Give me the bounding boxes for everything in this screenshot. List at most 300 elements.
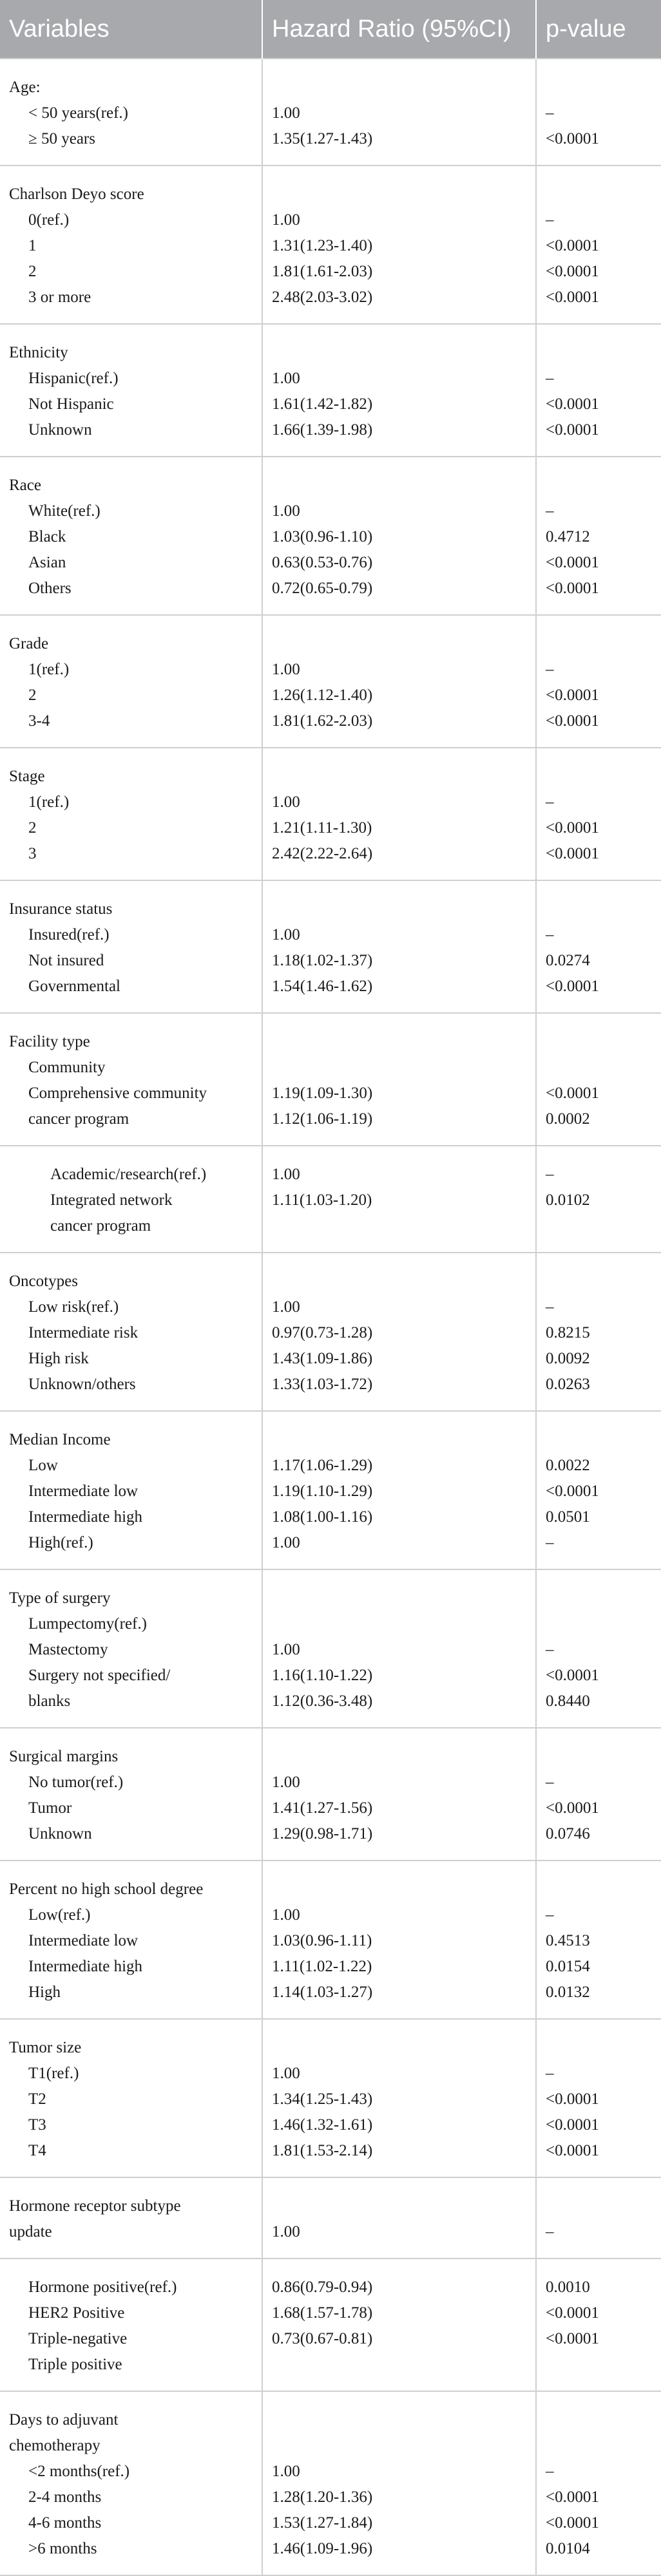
hazard-ratio-value: 1.00 [272,793,300,811]
variable-level: Others [28,580,72,597]
variable-title: Race [9,477,41,494]
table-row [0,166,661,324]
hazard-ratio-cell [262,615,536,748]
hazard-ratio-value [272,1269,535,1294]
hazard-ratio-value: 1.00 [272,1166,300,1183]
hazard-ratio-value: 0.63(0.53-0.76) [272,554,373,571]
hazard-ratio-value: 1.00 [272,661,300,678]
variable-level: 1 [28,237,37,254]
hazard-ratio-cell [262,1861,536,2019]
variable-cell [0,1253,262,1411]
p-value-cell [536,2391,661,2575]
variable-level: Not Hispanic [28,395,114,413]
hazard-ratio-value: 1.68(1.57-1.78) [272,2304,373,2322]
variable-cell [0,324,262,457]
variable-level: 1(ref.) [28,661,70,678]
hazard-ratio-cell [262,1253,536,1411]
p-value: <0.0001 [546,580,599,597]
variable-title: Percent no high school degree [9,1880,204,1898]
p-value: – [546,502,554,520]
p-value: <0.0001 [546,421,599,439]
p-value [546,896,661,922]
p-value: <0.0001 [546,819,599,837]
hazard-ratio-value: 1.14(1.03-1.27) [272,1984,373,2001]
hazard-ratio-cell [262,2391,536,2575]
p-value: <0.0001 [546,289,599,306]
variable-level: cancer program [28,1110,129,1128]
variable-cell [0,457,262,615]
variable-level: 2 [28,263,37,280]
table-row [0,1569,661,1728]
variable-level: Intermediate high [28,1508,143,1526]
p-value: – [546,926,554,943]
hazard-ratio-cell [262,1569,536,1728]
table-row [0,2177,661,2259]
p-value [546,182,661,207]
p-value: 0.0010 [546,2278,590,2296]
variable-level: Mastectomy [28,1641,108,1658]
variable-cell [0,59,262,166]
p-value [546,75,661,100]
hazard-ratio-value: 1.08(1.00-1.16) [272,1508,373,1526]
hazard-ratio-value: 1.81(1.53-2.14) [272,2142,373,2159]
variable-level: Low [28,1457,58,1474]
p-value: 0.4513 [546,1932,590,1949]
variable-level: Triple-negative [28,2330,128,2347]
table-row [0,59,661,166]
table-row [0,1861,661,2019]
hazard-ratio-value [272,1029,535,1055]
p-value: 0.0132 [546,1984,590,2001]
hazard-ratio-value [272,764,535,790]
hazard-ratio-value: 1.33(1.03-1.72) [272,1376,373,1393]
variable-cell [0,1146,262,1253]
variable-level: High risk [28,1350,89,1367]
p-value: 0.0104 [546,2540,590,2557]
variable-level: High [28,1984,61,2001]
p-value-cell [536,324,661,457]
p-value: <0.0001 [546,1084,599,1102]
variable-cell [0,2391,262,2575]
p-value: <0.0001 [546,978,599,995]
table-row [0,880,661,1013]
hazard-ratio-value: 1.34(1.25-1.43) [272,2090,373,2108]
variable-level: Black [28,528,66,545]
variable-title: Days to adjuvant [9,2411,119,2429]
variable-cell [0,1013,262,1146]
table-row [0,324,661,457]
variable-level: Intermediate low [28,1932,139,1949]
hazard-ratio-value: 1.00 [272,211,300,229]
p-value [546,2407,661,2433]
hazard-ratio-value: 1.81(1.61-2.03) [272,263,373,280]
hazard-ratio-value: 1.66(1.39-1.98) [272,421,373,439]
p-value-cell [536,1861,661,2019]
p-value-cell [536,748,661,880]
hazard-ratio-value: 1.46(1.09-1.96) [272,2540,373,2557]
variable-title: chemotherapy [9,2437,101,2454]
hazard-ratio-value: 0.72(0.65-0.79) [272,580,373,597]
hazard-ratio-value: 1.29(0.98-1.71) [272,1825,373,1842]
hazard-ratio-value: 1.11(1.03-1.20) [272,1191,372,1209]
p-value-cell [536,457,661,615]
variable-title: Median Income [9,1431,111,1448]
variable-level: 2 [28,819,37,837]
p-value [546,1611,661,1637]
header-variables: Variables [0,0,262,59]
variable-level: Comprehensive community [28,1084,207,1102]
variable-level: T4 [28,2142,46,2159]
hazard-ratio-value: 1.00 [272,2065,300,2082]
hazard-ratio-value: 1.43(1.09-1.86) [272,1350,373,1367]
hazard-ratio-value [272,2035,535,2061]
variable-level: Low(ref.) [28,1906,91,1924]
variable-cell [0,2019,262,2177]
variable-level: Intermediate high [28,1958,143,1975]
variable-level: 1(ref.) [28,793,70,811]
hazard-ratio-value: 1.35(1.27-1.43) [272,130,373,147]
hazard-ratio-value: 1.18(1.02-1.37) [272,952,373,969]
variable-level: 4-6 months [28,2514,102,2532]
variable-level: Academic/research(ref.) [50,1166,207,1183]
variable-level: No tumor(ref.) [28,1774,124,1791]
variable-level: < 50 years(ref.) [28,104,128,122]
table-row [0,748,661,880]
p-value-cell [536,1569,661,1728]
hazard-ratio-value [272,2433,535,2459]
hazard-ratio-value [272,1744,535,1770]
hazard-ratio-value: 0.97(0.73-1.28) [272,1324,373,1341]
p-value: <0.0001 [546,2514,599,2532]
variable-cell [0,2177,262,2259]
hazard-ratio-value: 1.03(0.96-1.10) [272,528,373,545]
p-value: 0.4712 [546,528,590,545]
variable-level: Hormone positive(ref.) [28,2278,177,2296]
variable-level: Lumpectomy(ref.) [28,1615,147,1633]
table-row [0,1146,661,1253]
hazard-ratio-value [272,1586,535,1611]
hazard-ratio-value: 1.00 [272,1906,300,1924]
variable-level: cancer program [50,1217,151,1235]
p-value: <0.0001 [546,1667,599,1684]
p-value: <0.0001 [546,554,599,571]
hazard-ratio-cell [262,2259,536,2391]
p-value: 0.0746 [546,1825,590,1842]
hazard-ratio-value: 1.19(1.10-1.29) [272,1482,373,1500]
hazard-ratio-value: 1.03(0.96-1.11) [272,1932,372,1949]
p-value [546,1586,661,1611]
hazard-ratio-value: 1.21(1.11-1.30) [272,819,372,837]
p-value-cell [536,2177,661,2259]
p-value-cell [536,1411,661,1569]
hazard-ratio-value: 1.61(1.42-1.82) [272,395,373,413]
variable-level: T1(ref.) [28,2065,79,2082]
variable-title: Grade [9,635,49,652]
variable-level: 0(ref.) [28,211,70,229]
p-value: 0.0274 [546,952,590,969]
variable-cell [0,880,262,1013]
hazard-ratio-cell [262,1013,536,1146]
p-value-cell [536,1146,661,1253]
p-value: 0.0263 [546,1376,590,1393]
hazard-ratio-cell [262,324,536,457]
variable-cell [0,1861,262,2019]
hazard-ratio-cell [262,457,536,615]
variable-level: Asian [28,554,66,571]
p-value: <0.0001 [546,2330,599,2347]
variable-title: Tumor size [9,2039,82,2056]
variable-title: Surgical margins [9,1748,119,1765]
hazard-ratio-value [272,1055,535,1081]
hazard-ratio-value: 1.00 [272,1774,300,1791]
hazard-ratio-value: 0.73(0.67-0.81) [272,2330,373,2347]
variable-cell [0,1728,262,1861]
p-value-cell [536,1013,661,1146]
p-value [546,1269,661,1294]
hazard-ratio-cell [262,1146,536,1253]
p-value: <0.0001 [546,130,599,147]
variable-level: Not insured [28,952,104,969]
variable-level: White(ref.) [28,502,101,520]
header-p-value: p-value [536,0,661,59]
p-value-cell [536,615,661,748]
p-value: <0.0001 [546,2090,599,2108]
header-hazard-ratio: Hazard Ratio (95%CI) [262,0,536,59]
p-value-cell [536,166,661,324]
hazard-ratio-value: 1.26(1.12-1.40) [272,687,373,704]
hazard-ratio-value: 1.00 [272,1534,300,1551]
variable-level: >6 months [28,2540,97,2557]
p-value: 0.0501 [546,1508,590,1526]
hazard-ratio-cell [262,59,536,166]
p-value: – [546,104,554,122]
p-value-cell [536,880,661,1013]
variable-level: Governmental [28,978,121,995]
p-value: <0.0001 [546,2142,599,2159]
variable-title: Type of surgery [9,1589,111,1607]
variable-level: 3-4 [28,712,50,730]
hazard-ratio-value: 1.00 [272,1641,300,1658]
p-value: <0.0001 [546,712,599,730]
variable-title: Insurance status [9,900,113,918]
p-value [546,1744,661,1770]
variable-level: Insured(ref.) [28,926,110,943]
hazard-ratio-cell [262,166,536,324]
hazard-ratio-value: 2.42(2.22-2.64) [272,845,373,862]
variable-title: Hormone receptor subtype [9,2197,181,2215]
variable-cell [0,1411,262,1569]
table-row [0,2259,661,2391]
table-row [0,1013,661,1146]
p-value: <0.0001 [546,395,599,413]
p-value: – [546,2463,554,2480]
p-value: – [546,1298,554,1316]
variable-cell [0,1569,262,1728]
p-value [546,1029,661,1055]
hazard-ratio-value [272,896,535,922]
p-value-cell [536,59,661,166]
hazard-ratio-value: 1.00 [272,2223,300,2240]
hazard-ratio-value: 1.00 [272,502,300,520]
hazard-ratio-value: 1.16(1.10-1.22) [272,1667,373,1684]
p-value: 0.0154 [546,1958,590,1975]
p-value-cell [536,2259,661,2391]
hazard-ratio-value: 1.19(1.09-1.30) [272,1084,373,1102]
p-value: – [546,1906,554,1924]
variable-title: update [9,2223,52,2240]
p-value-cell [536,1253,661,1411]
hazard-ratio-value [272,182,535,207]
hazard-ratio-value: 1.11(1.02-1.22) [272,1958,372,1975]
variable-cell [0,748,262,880]
p-value: <0.0001 [546,845,599,862]
hazard-ratio-value [272,473,535,498]
variable-level: 3 or more [28,289,91,306]
table-row [0,1411,661,1569]
p-value [546,1055,661,1081]
hazard-ratio-cell [262,748,536,880]
p-value: – [546,211,554,229]
hazard-ratio-value: 1.31(1.23-1.40) [272,237,373,254]
p-value: – [546,370,554,387]
variable-title: Charlson Deyo score [9,185,144,203]
p-value [546,1877,661,1902]
variable-level: Hispanic(ref.) [28,370,119,387]
hazard-ratio-value: 1.00 [272,1298,300,1316]
variable-level: Unknown [28,1825,92,1842]
variable-cell [0,166,262,324]
table-row [0,2391,661,2575]
variable-title: Stage [9,768,45,785]
variable-level: Integrated network [50,1191,173,1209]
variable-title: Oncotypes [9,1273,78,1290]
hazard-ratio-value: 1.53(1.27-1.84) [272,2514,373,2532]
variable-level: Community [28,1059,106,1076]
p-value [546,2193,661,2219]
hazard-ratio-value: 1.12(1.06-1.19) [272,1110,373,1128]
hazard-ratio-value: 1.00 [272,370,300,387]
variable-level: Low risk(ref.) [28,1298,119,1316]
hazard-ratio-value: 1.12(0.36-3.48) [272,1692,373,1710]
variable-level: <2 months(ref.) [28,2463,130,2480]
p-value: 0.0102 [546,1191,590,1209]
variable-cell [0,615,262,748]
p-value [546,631,661,657]
table-row [0,1728,661,1861]
variable-title: Facility type [9,1033,90,1050]
hazard-ratio-value [272,75,535,100]
p-value: <0.0001 [546,263,599,280]
variable-level: Unknown/others [28,1376,136,1393]
p-value: – [546,661,554,678]
variable-level: Tumor [28,1799,72,1817]
variable-level: 3 [28,845,37,862]
variable-level: Surgery not specified/ [28,1667,171,1684]
variable-level: 2-4 months [28,2488,102,2506]
p-value: <0.0001 [546,687,599,704]
hazard-ratio-value: 1.00 [272,2463,300,2480]
p-value [546,1427,661,1453]
table-row [0,457,661,615]
hazard-ratio-cell [262,1411,536,1569]
table-row [0,615,661,748]
header-row [0,0,661,59]
p-value: 0.0092 [546,1350,590,1367]
p-value: 0.0022 [546,1457,590,1474]
variable-level: HER2 Positive [28,2304,125,2322]
hazard-ratio-value: 1.00 [272,104,300,122]
variable-level: 2 [28,687,37,704]
p-value [546,764,661,790]
variable-level: Intermediate risk [28,1324,139,1341]
table-body [0,59,661,2575]
hazard-ratio-cell [262,2019,536,2177]
variable-cell [0,2259,262,2391]
hazard-ratio-value [272,340,535,366]
p-value: <0.0001 [546,2304,599,2322]
p-value [546,340,661,366]
hazard-ratio-value: 1.46(1.32-1.61) [272,2116,373,2134]
variable-level: T2 [28,2090,46,2108]
p-value [546,2035,661,2061]
hazard-ratio-value: 1.17(1.06-1.29) [272,1457,373,1474]
hazard-ratio-cell [262,2177,536,2259]
p-value: <0.0001 [546,2116,599,2134]
variable-title: Ethnicity [9,344,68,361]
p-value: – [546,1641,554,1658]
hazard-ratio-value [272,2407,535,2433]
variable-level: High(ref.) [28,1534,93,1551]
hazard-ratio-value [272,631,535,657]
p-value: – [546,2065,554,2082]
table-row [0,1253,661,1411]
p-value: – [546,1166,554,1183]
p-value: – [546,1534,554,1551]
p-value-cell [536,2019,661,2177]
p-value: – [546,793,554,811]
hazard-ratio-value [272,1427,535,1453]
p-value: 0.0002 [546,1110,590,1128]
hazard-ratio-value: 1.54(1.46-1.62) [272,978,373,995]
p-value [546,473,661,498]
hazard-ratio-value: 2.48(2.03-3.02) [272,289,373,306]
hazard-ratio-value [272,2193,535,2219]
hazard-ratio-value: 0.86(0.79-0.94) [272,2278,373,2296]
hazard-ratio-cell [262,1728,536,1861]
hazard-ratio-value: 1.41(1.27-1.56) [272,1799,373,1817]
variable-level: blanks [28,1692,71,1710]
hazard-ratio-value: 1.00 [272,926,300,943]
variable-level: T3 [28,2116,46,2134]
p-value: – [546,1774,554,1791]
hazard-ratio-value [272,1877,535,1902]
variable-title: Age: [9,79,41,96]
p-value: <0.0001 [546,2488,599,2506]
p-value: 0.8215 [546,1324,590,1341]
p-value [546,2433,661,2459]
p-value: <0.0001 [546,237,599,254]
hazard-ratio-cell [262,880,536,1013]
variable-level: Intermediate low [28,1482,139,1500]
p-value: 0.8440 [546,1692,590,1710]
table-row [0,2019,661,2177]
p-value: <0.0001 [546,1482,599,1500]
p-value: – [546,2223,554,2240]
hazard-ratio-value: 1.28(1.20-1.36) [272,2488,373,2506]
hazard-ratio-value [272,1611,535,1637]
hazard-ratio-value: 1.81(1.62-2.03) [272,712,373,730]
p-value: <0.0001 [546,1799,599,1817]
